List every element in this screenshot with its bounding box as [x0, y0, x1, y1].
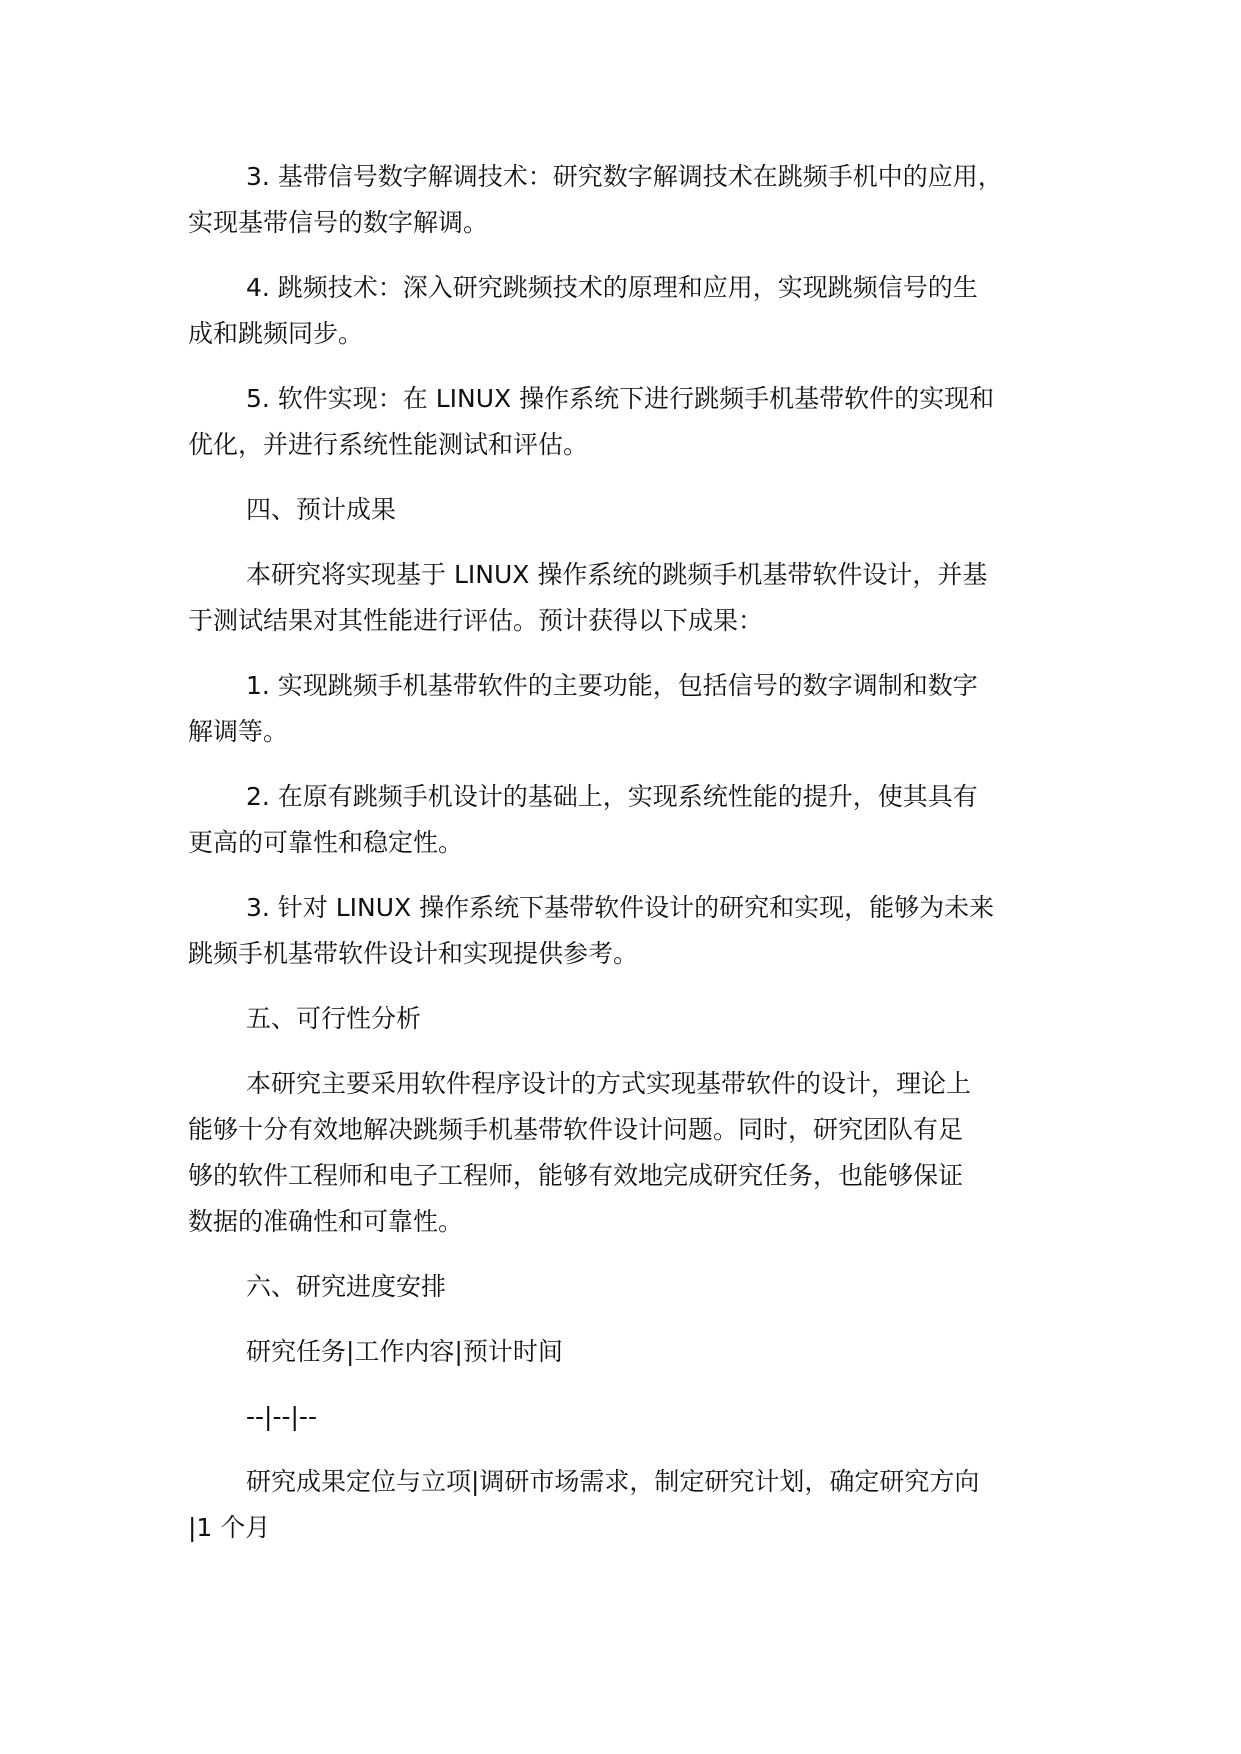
- section-heading: 四、预计成果: [246, 495, 397, 524]
- text-line: 本研究主要采用软件程序设计的方式实现基带软件的设计，理论上: [246, 1069, 972, 1098]
- text-line: |1 个月: [188, 1513, 271, 1542]
- item-5-software-implementation: [188, 376, 1088, 468]
- text-line: 能够十分有效地解决跳频手机基带软件设计问题。同时，研究团队有足: [188, 1115, 964, 1144]
- result-1: [188, 663, 1088, 755]
- section-heading: 五、可行性分析: [246, 1004, 422, 1033]
- section-heading: 六、研究进度安排: [246, 1272, 447, 1301]
- section-4-intro: [188, 552, 1088, 644]
- text-line: 4. 跳频技术：深入研究跳频技术的原理和应用，实现跳频信号的生: [246, 273, 978, 302]
- text-line: 成和跳频同步。: [188, 319, 364, 348]
- text-line: 2. 在原有跳频手机设计的基础上，实现系统性能的提升，使其具有: [246, 782, 978, 811]
- item-4-frequency-hopping: [188, 265, 1088, 357]
- schedule-row-1: [188, 1459, 1088, 1551]
- text-line: 更高的可靠性和稳定性。: [188, 828, 464, 857]
- section-6-heading: [188, 1264, 1088, 1310]
- text-line: 研究成果定位与立项|调研市场需求，制定研究计划，确定研究方向: [246, 1467, 980, 1496]
- result-2: [188, 774, 1088, 866]
- document-body: [188, 154, 1088, 1570]
- section-4-heading: [188, 487, 1088, 533]
- feasibility-text: [188, 1061, 1088, 1245]
- text-line: 1. 实现跳频手机基带软件的主要功能，包括信号的数字调制和数字: [246, 671, 978, 700]
- text-line: 实现基带信号的数字解调。: [188, 208, 489, 237]
- result-3: [188, 885, 1088, 977]
- text-line: 3. 针对 LINUX 操作系统下基带软件设计的研究和实现，能够为未来: [246, 893, 995, 922]
- text-line: 3. 基带信号数字解调技术：研究数字解调技术在跳频手机中的应用，: [246, 162, 1003, 191]
- text-line: 够的软件工程师和电子工程师，能够有效地完成研究任务，也能够保证: [188, 1161, 964, 1190]
- text-line: 跳频手机基带软件设计和实现提供参考。: [188, 939, 639, 968]
- schedule-table-separator: [188, 1394, 1088, 1440]
- text-line: 解调等。: [188, 717, 289, 746]
- text-line: 研究任务|工作内容|预计时间: [246, 1337, 563, 1366]
- text-line: 于测试结果对其性能进行评估。预计获得以下成果：: [188, 606, 764, 635]
- section-5-heading: [188, 996, 1088, 1042]
- text-line: 优化，并进行系统性能测试和评估。: [188, 430, 589, 459]
- text-line: 本研究将实现基于 LINUX 操作系统的跳频手机基带软件设计，并基: [246, 560, 988, 589]
- schedule-table-header: [188, 1329, 1088, 1375]
- text-line: --|--|--: [246, 1402, 317, 1431]
- text-line: 数据的准确性和可靠性。: [188, 1207, 464, 1236]
- item-3-baseband-demodulation: [188, 154, 1088, 246]
- text-line: 5. 软件实现：在 LINUX 操作系统下进行跳频手机基带软件的实现和: [246, 384, 995, 413]
